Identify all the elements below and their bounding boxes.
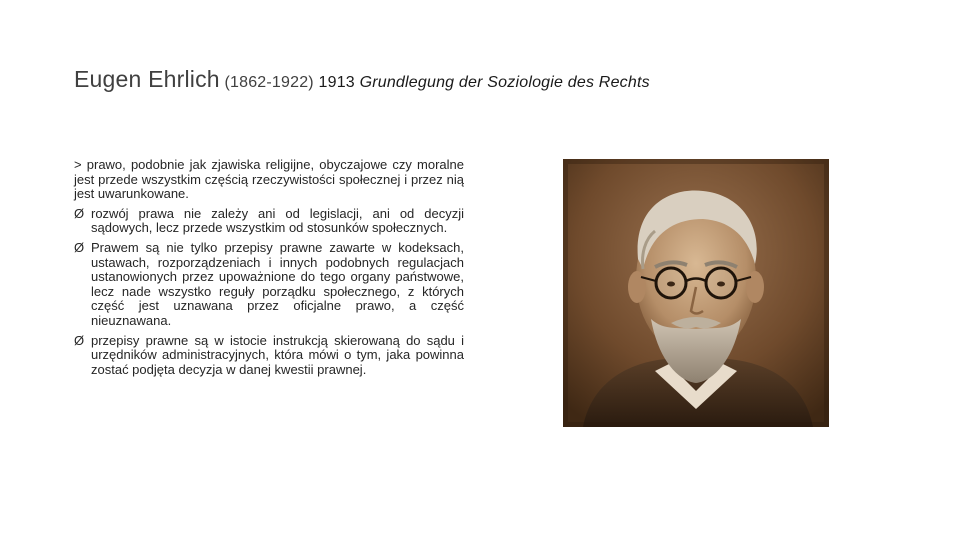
arrow-bullet-icon: Ø xyxy=(74,332,85,348)
arrow-bullet-icon: Ø xyxy=(74,205,85,221)
title-work: Grundlegung der Soziologie des Rechts xyxy=(359,74,650,91)
bullet-item xyxy=(74,207,464,236)
portrait-photo xyxy=(563,159,829,427)
intro-paragraph: > prawo, podobnie jak zjawiska religijne, obyczajowe czy moralne jest przede wszystkim częścią rzeczywistości społecznej i przez nią jest uwarunkowane. xyxy=(74,157,464,202)
arrow-bullet-icon: Ø xyxy=(74,239,85,255)
bullet-item xyxy=(74,334,464,378)
bullet-text: przepisy prawne są w istocie instrukcją skierowaną do sądu i urzędników administracyjnych, która mówi o tym, jaka powinna zostać podjęta decyzja w danej kwestii prawnej. xyxy=(91,332,464,377)
title-year: 1913 xyxy=(318,74,355,91)
body-text xyxy=(74,158,464,382)
title-years: (1862-1922) xyxy=(224,74,314,91)
bullet-list xyxy=(74,207,464,378)
title-name: Eugen Ehrlich xyxy=(74,66,220,92)
bullet-item xyxy=(74,241,464,329)
bullet-text: rozwój prawa nie zależy ani od legislacji, ani od decyzji sądowych, lecz przede wszystkim od stosunków społecznych. xyxy=(91,205,464,236)
slide-title xyxy=(74,66,934,93)
bullet-text: Prawem są nie tylko przepisy prawne zawarte w kodeksach, ustawach, rozporządzeniach i innych podobnych regulacjach ustanowionych przez upoważnione do tego organy państwowe, lecz nade wszystko reguły porządku społecznego, z których część jest uznawana przez oficjalne prawo, a część nieuznawana. xyxy=(91,239,464,328)
